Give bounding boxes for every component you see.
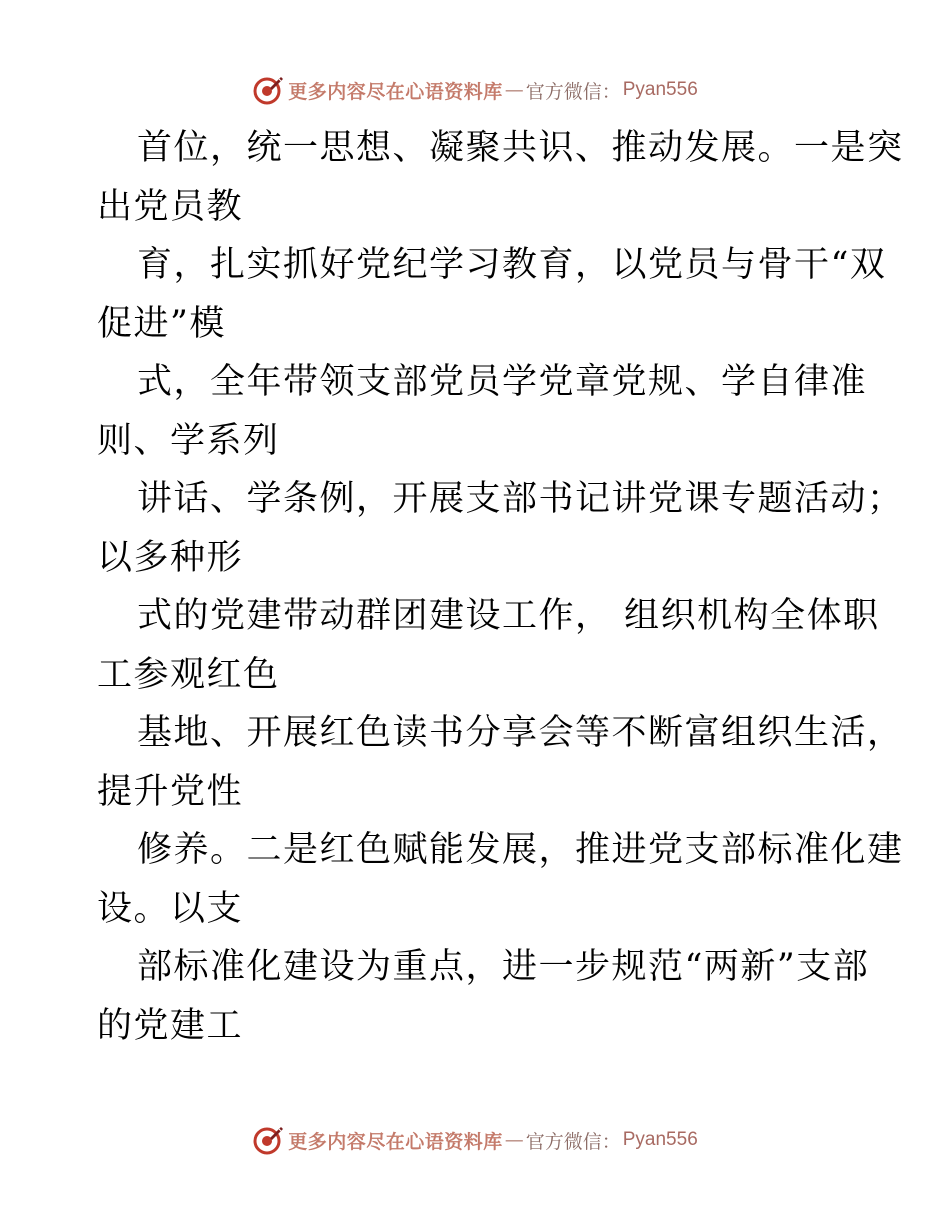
text-line: 讲话、学条例，开展支部书记讲党课专题活动； bbox=[137, 479, 904, 519]
watermark-wechat-label: 官方微信： bbox=[525, 80, 621, 103]
text-line: 式的党建带动群团建设工作， 组织机构全体职 bbox=[137, 596, 880, 636]
text-line: 出党员教 bbox=[97, 186, 244, 227]
text-line: 修养。二是红色赋能发展，推进党支部标准化建 bbox=[137, 830, 904, 870]
text-line: 的党建工 bbox=[97, 1005, 244, 1046]
text-line: 以多种形 bbox=[97, 537, 244, 578]
document-body bbox=[97, 119, 904, 1055]
text-line: 提升党性 bbox=[97, 771, 244, 812]
text-line: 则、学系列 bbox=[97, 420, 280, 461]
watermark-wechat-label: 官方微信： bbox=[525, 1130, 621, 1153]
text-line: 部标准化建设为重点，进一步规范“两新”支部 bbox=[137, 947, 870, 987]
watermark-separator: — bbox=[504, 79, 524, 101]
watermark-brand: 更多内容尽在心语资料库 bbox=[288, 1130, 503, 1153]
footer-watermark bbox=[0, 1120, 950, 1160]
red-pen-seal-icon bbox=[252, 1124, 284, 1156]
text-line: 设。以支 bbox=[97, 888, 244, 929]
text-line: 育，扎实抓好党纪学习教育，以党员与骨干“双 bbox=[137, 245, 887, 285]
header-watermark bbox=[0, 70, 950, 110]
text-line: 工参观红色 bbox=[97, 654, 280, 695]
watermark-wechat-id: Pyan556 bbox=[622, 79, 698, 100]
watermark-wechat-id: Pyan556 bbox=[622, 1129, 698, 1150]
text-line: 促进”模 bbox=[97, 303, 226, 344]
watermark-brand: 更多内容尽在心语资料库 bbox=[288, 80, 503, 103]
watermark-separator: — bbox=[504, 1129, 524, 1151]
text-line: 式，全年带领支部党员学党章党规、学自律准 bbox=[137, 362, 868, 402]
text-line: 基地、开展红色读书分享会等不断富组织生活， bbox=[137, 713, 904, 753]
red-pen-seal-icon bbox=[252, 74, 284, 106]
text-line: 首位，统一思想、凝聚共识、推动发展。一是突 bbox=[137, 128, 904, 168]
